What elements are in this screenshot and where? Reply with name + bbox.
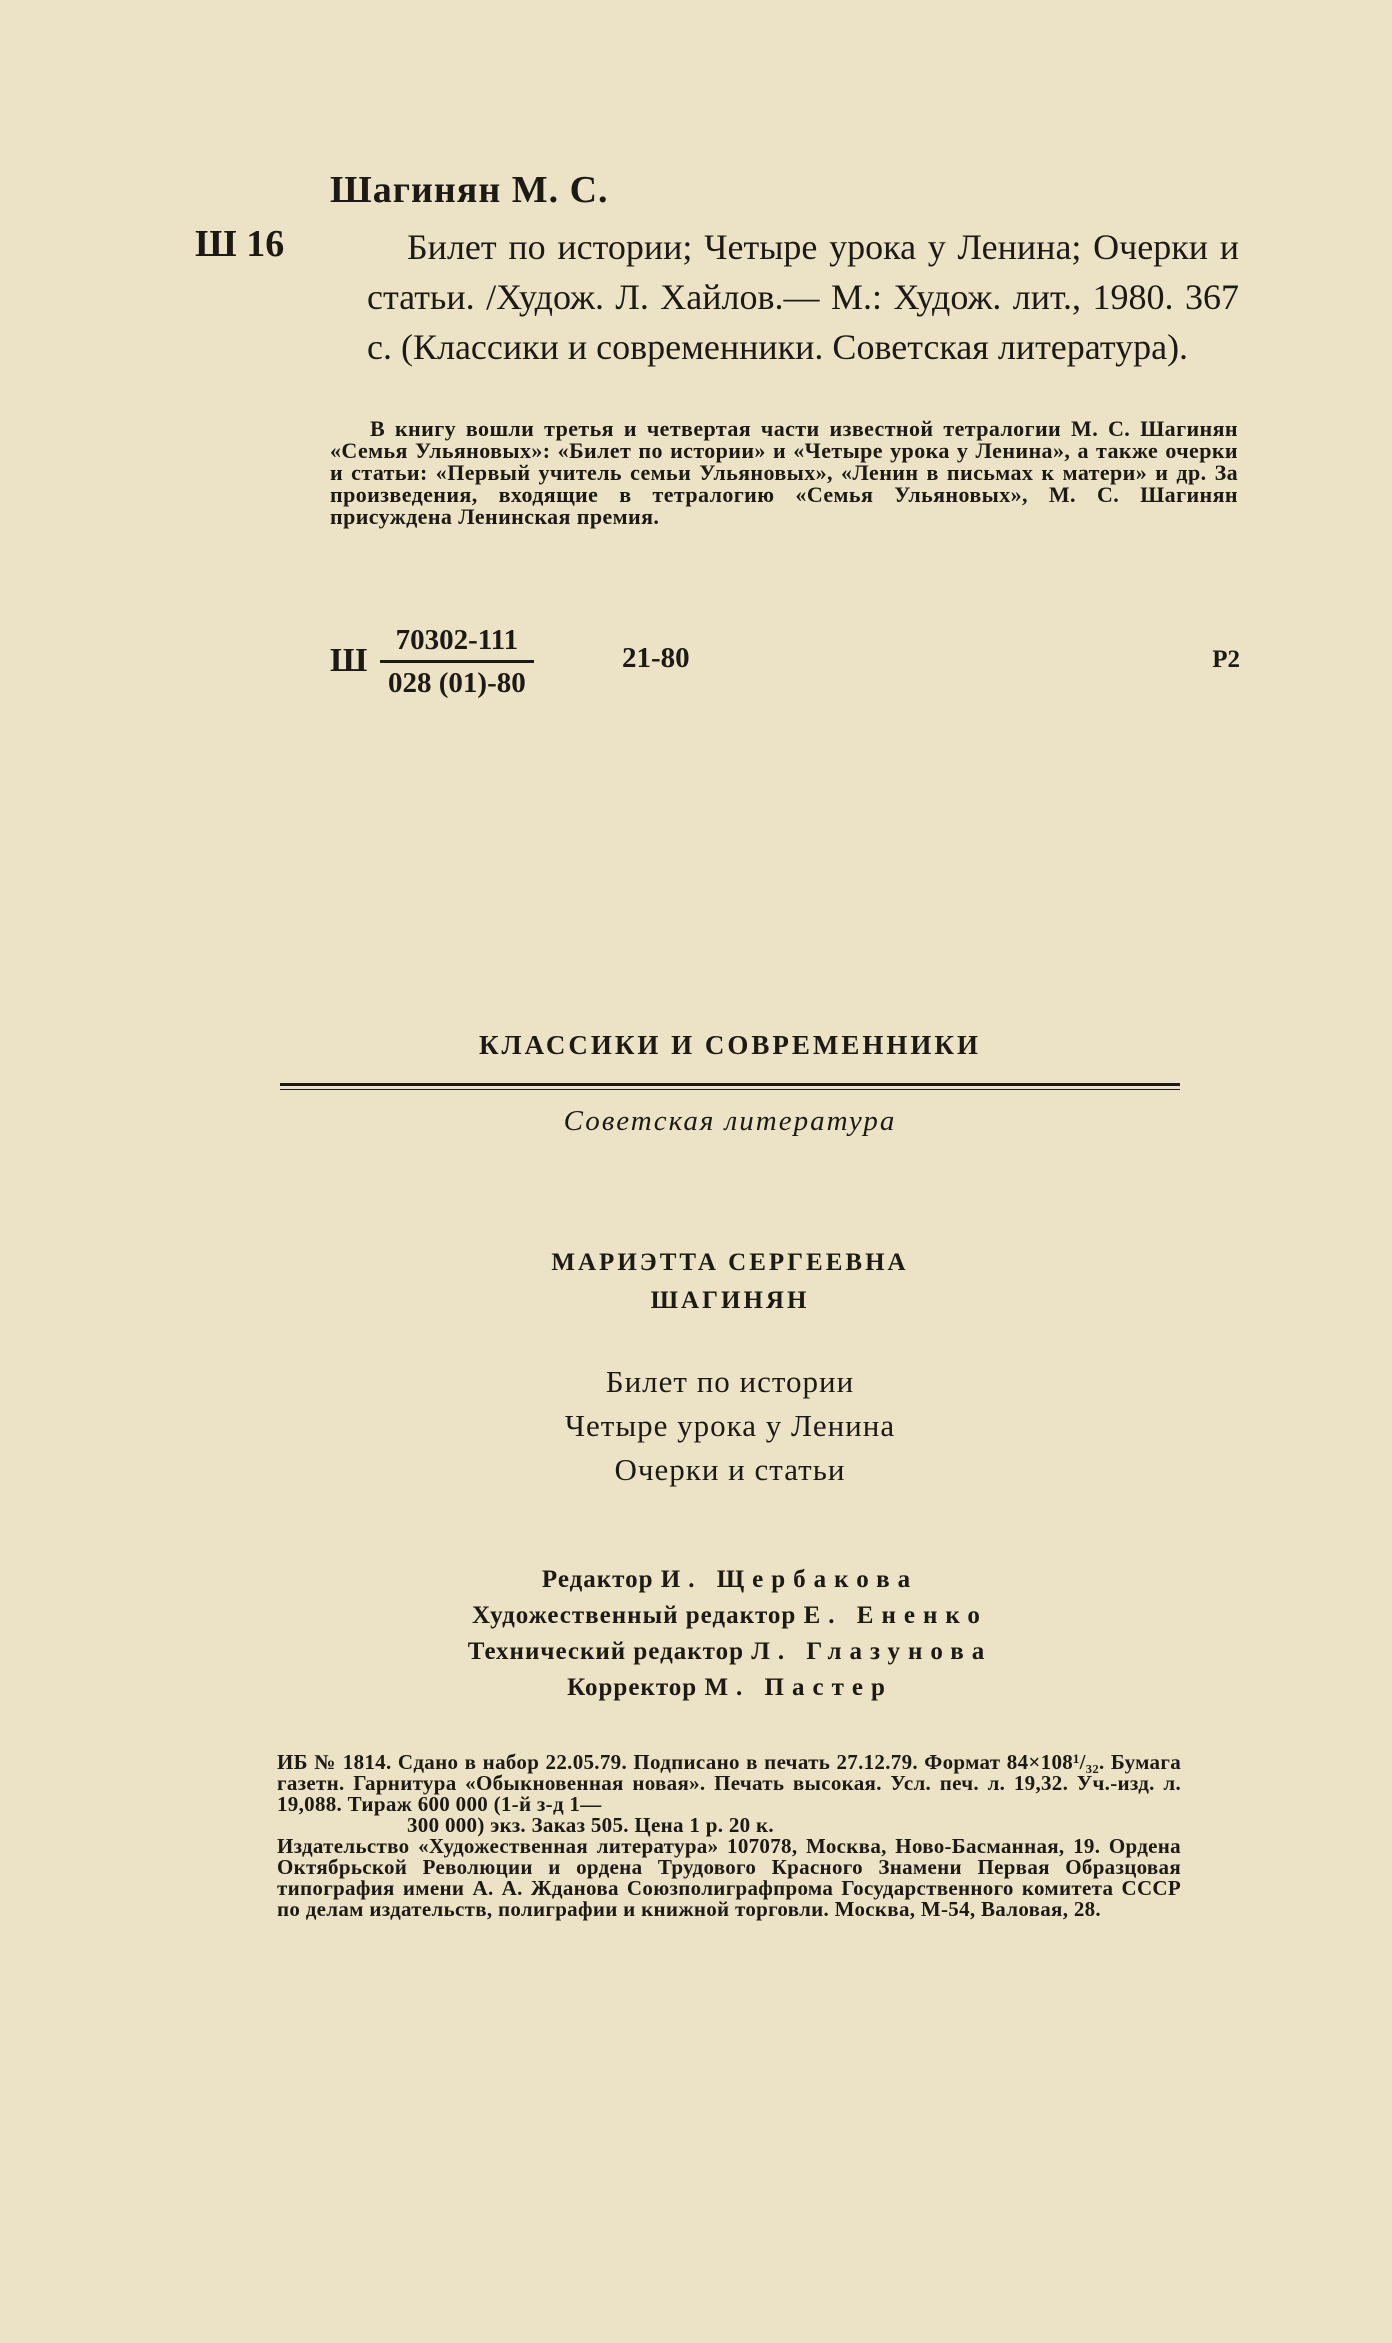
credit-line <box>280 1634 1180 1670</box>
series-rule-thick <box>280 1083 1180 1086</box>
bibliographic-description: Билет по истории; Четыре урока у Ленина; Очерки и статьи. /Худож. Л. Хайлов.— М.: Худож. лит., 1980. 367 с. (Классики и современники. Советская литература). <box>367 227 1239 367</box>
title-item: Четыре урока у Ленина <box>564 1408 896 1443</box>
title-item: Билет по истории <box>605 1364 855 1399</box>
author-full-name <box>280 1244 1180 1320</box>
imprint-line-2: 300 000) экз. Заказ 505. Цена 1 р. 20 к. <box>407 1813 774 1837</box>
series-rule-thin <box>280 1089 1180 1090</box>
imprint-line-1: ИБ № 1814. Сдано в набор 22.05.79. Подписано в печать 27.12.79. Формат 84×108¹/₃₂. Бумага газетн. Гарнитура «Обыкновенная новая». Печать высокая. Усл. печ. л. 19,32. Уч.-изд. л. 19,088. Тираж 600 000 (1-й з-д 1— <box>277 1750 1181 1816</box>
credit-name: Л. Глазунова <box>751 1638 993 1665</box>
series-title: КЛАССИКИ И СОВРЕМЕННИКИ <box>478 1030 981 1060</box>
classification-index <box>330 620 1240 710</box>
credit-line <box>280 1598 1180 1634</box>
credit-line <box>280 1670 1180 1706</box>
title-item: Очерки и статьи <box>614 1452 846 1487</box>
classification-fraction <box>380 620 534 703</box>
author-full-line-1: МАРИЭТТА СЕРГЕЕВНА <box>551 1249 909 1276</box>
contents-titles <box>280 1360 1180 1492</box>
classification-suffix: 21-80 <box>622 642 690 674</box>
card-author: Шагинян М. С. <box>330 169 609 211</box>
classification-denominator: 028 (01)-80 <box>388 667 526 699</box>
classification-numerator: 70302-111 <box>380 620 534 663</box>
credit-role: Художественный редактор <box>472 1602 797 1629</box>
credit-role: Корректор <box>567 1674 698 1701</box>
credit-name: Е. Ененко <box>803 1602 988 1629</box>
imprint-line-3: Издательство «Художественная литература» 107078, Москва, Ново-Басманная, 19. Ордена Октябрьской Революции и ордена Трудового Красного Знамени Первая Образцовая типография имени А. А. Жданова Союзполиграфпрома Государственного комитета СССР по делам издательств, полиграфии и книжной торговли. Москва, М-54, Валовая, 28. <box>277 1834 1181 1921</box>
credit-name: М. Пастер <box>704 1674 893 1701</box>
series-subtitle: Советская литература <box>563 1105 897 1137</box>
author-full-line-2: ШАГИНЯН <box>650 1287 810 1314</box>
series-rule <box>280 1083 1180 1089</box>
annotation: В книгу вошли третья и четвертая части известной тетралогии М. С. Шагинян «Семья Ульяновых»: «Билет по истории» и «Четыре урока у Ленина», а также очерки и статьи: «Первый учитель семьи Ульяновых», «Ленин в письмах к матери» и др. За произведения, входящие в тетралогию «Семья Ульяновых», М. С. Шагинян присуждена Ленинская премия. <box>330 416 1238 529</box>
classification-prefix: Ш <box>330 642 368 679</box>
classification-right-code: Р2 <box>1212 646 1240 673</box>
shelf-code: Ш 16 <box>195 223 285 265</box>
credits <box>280 1562 1180 1706</box>
credit-line <box>280 1562 1180 1598</box>
imprint-block <box>277 1752 1181 1920</box>
series-block <box>280 1030 1180 1138</box>
credit-name: И. Щербакова <box>660 1566 919 1593</box>
credit-role: Технический редактор <box>467 1638 744 1665</box>
credit-role: Редактор <box>541 1566 654 1593</box>
